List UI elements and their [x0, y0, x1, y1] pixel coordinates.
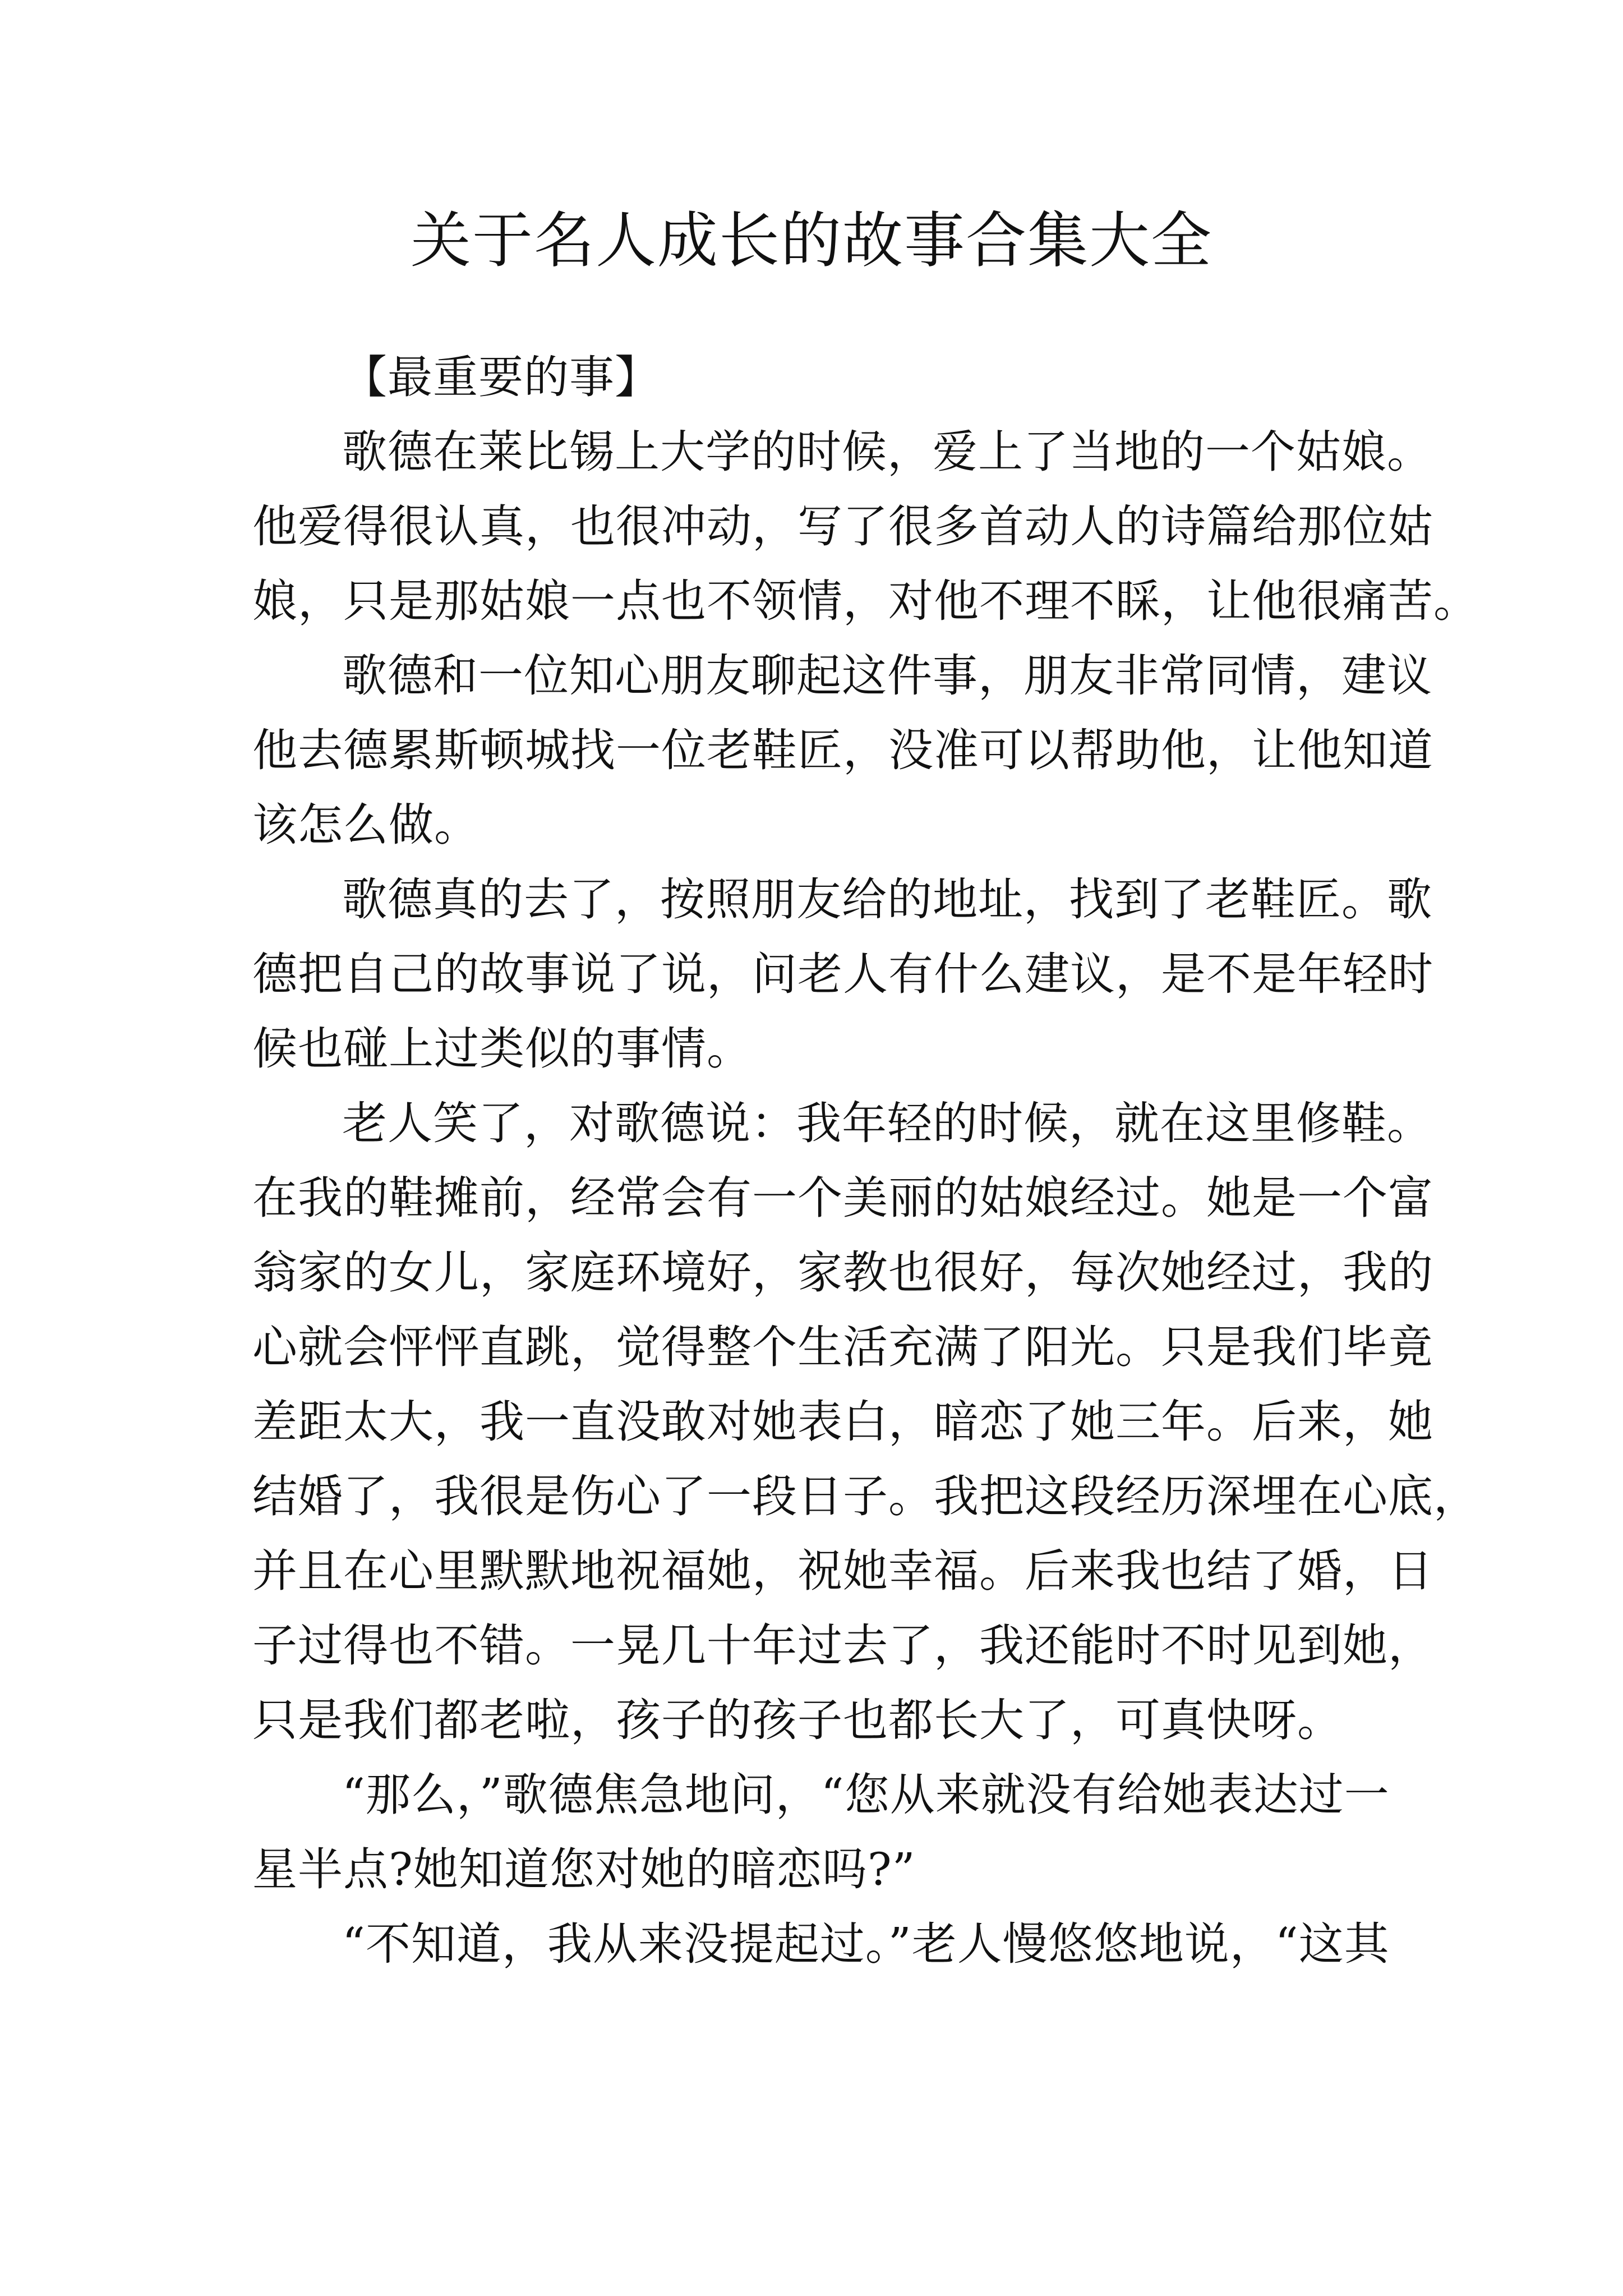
paragraph [252, 1086, 1479, 1757]
text-line: 子过得也不错。一晃几十年过去了，我还能时不时见到她， [252, 1619, 1433, 1672]
paragraph [252, 862, 1433, 1086]
paragraph [252, 340, 1396, 415]
text-line: 老人笑了，对歌德说：我年轻的时候，就在这里修鞋。 [342, 1097, 1432, 1149]
text-line: 并且在心里默默地祝福她，祝她幸福。后来我也结了婚，日 [252, 1545, 1433, 1597]
text-line: 翁家的女儿，家庭环境好，家教也很好，每次她经过，我的 [252, 1246, 1433, 1299]
text-line: 星半点?她知道您对她的暗恋吗?” [252, 1843, 916, 1895]
text-line: 【最重要的事】 [342, 351, 660, 403]
document-title: 关于名人成长的故事合集大全 [410, 206, 1212, 276]
text-line: 他去德累斯顿城找一位老鞋匠，没准可以帮助他，让他知道 [252, 724, 1433, 776]
text-line: 歌德真的去了，按照朋友给的地址，找到了老鞋匠。歌 [342, 873, 1432, 926]
text-line: 他爱得很认真，也很冲动，写了很多首动人的诗篇给那位姑 [252, 500, 1433, 553]
text-line: 差距太大，我一直没敢对她表白，暗恋了她三年。后来，她 [252, 1396, 1433, 1448]
text-line: 该怎么做。 [252, 799, 479, 851]
paragraph [252, 638, 1433, 862]
text-line: 候也碰上过类似的事情。 [252, 1023, 752, 1075]
text-line: 在我的鞋摊前，经常会有一个美丽的姑娘经过。她是一个富 [252, 1172, 1433, 1224]
paragraph [252, 1907, 1396, 1981]
text-line: 娘，只是那姑娘一点也不领情，对他不理不睬，让他很痛苦。 [252, 575, 1479, 627]
text-line: 歌德在莱比锡上大学的时候，爱上了当地的一个姑娘。 [342, 426, 1432, 478]
text-line: “那么，”歌德焦急地问，“您从来就没有给她表达过一 [342, 1769, 1390, 1821]
text-line: “不知道，我从来没提起过。”老人慢悠悠地说，“这其 [342, 1918, 1390, 1970]
text-line: 只是我们都老啦，孩子的孩子也都长大了，可真快呀。 [252, 1694, 1343, 1746]
document-body [252, 340, 1479, 1981]
paragraph [252, 415, 1479, 638]
text-line: 德把自己的故事说了说，问老人有什么建议，是不是年轻时 [252, 948, 1433, 1000]
paragraph [252, 1757, 1396, 1907]
text-line: 心就会怦怦直跳，觉得整个生活充满了阳光。只是我们毕竟 [252, 1321, 1433, 1373]
text-line: 结婚了，我很是伤心了一段日子。我把这段经历深埋在心底， [252, 1470, 1479, 1522]
text-line: 歌德和一位知心朋友聊起这件事，朋友非常同情，建议 [342, 650, 1432, 702]
